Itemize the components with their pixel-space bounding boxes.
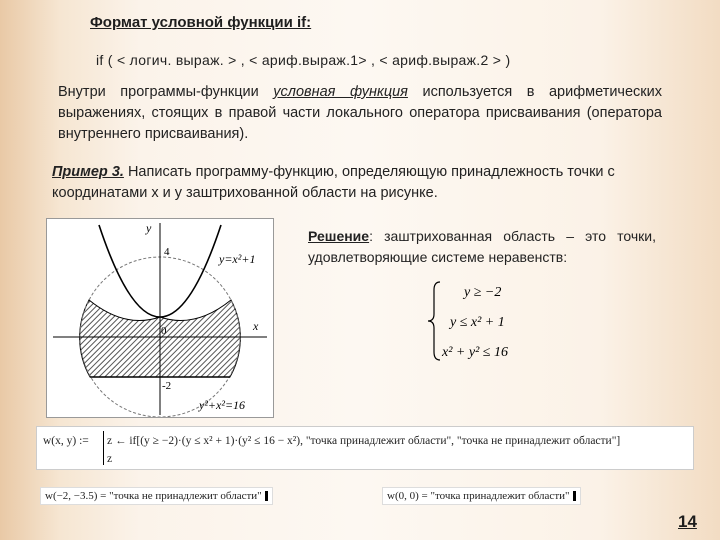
- paragraph-underlined-term: условная функция: [273, 84, 408, 100]
- result-1-marker: [265, 491, 268, 501]
- inequality-system: [426, 278, 546, 364]
- function-definition: w(x, y) :=: [43, 435, 89, 447]
- program-bar: [103, 431, 104, 465]
- program-return-line: z: [107, 453, 113, 465]
- tick-0: 0: [161, 325, 167, 337]
- x-axis-label: x: [253, 319, 259, 333]
- example-label: Пример 3.: [52, 164, 124, 180]
- circle-label: y²+x²=16: [199, 398, 246, 412]
- tick-minus-2: -2: [162, 380, 172, 392]
- paragraph-text: Внутри программы-функции: [58, 84, 274, 100]
- inequality-3: x² + y² ≤ 16: [442, 345, 508, 360]
- region-plot: [47, 219, 273, 417]
- result-2-marker: [573, 491, 576, 501]
- system-brace: [428, 282, 440, 360]
- description-paragraph: [58, 82, 662, 145]
- result-1-text: w(−2, −3.5) = "точка не принадлежит области": [45, 490, 262, 502]
- inequality-1: y ≥ −2: [464, 285, 502, 300]
- program-assignment-line: z ← if[(y ≥ −2)·(y ≤ x² + 1)·(y² ≤ 16 − x²), "точка принадлежит области", "точка не принадлежит области"]: [107, 435, 621, 447]
- slide-title: Формат условной функции if:: [90, 14, 312, 31]
- parabola-label: y=x²+1: [219, 252, 256, 266]
- solution-paragraph: [308, 226, 656, 268]
- region-figure: [46, 218, 274, 418]
- solution-heading: Решение: [308, 228, 370, 244]
- if-format-line: if ( < логич. выраж. > , < ариф.выраж.1> , < ариф.выраж.2 > ): [96, 52, 511, 68]
- example-text: Написать программу-функцию, определяющую принадлежность точки с координатами x и y заштрихованной области на рисунке.: [52, 164, 615, 201]
- example-paragraph: [52, 162, 664, 204]
- solution-text: : заштрихованная область – это точки, удовлетворяющие системе неравенств:: [308, 228, 656, 265]
- result-1: [40, 487, 273, 505]
- inequality-2: y ≤ x² + 1: [450, 315, 505, 330]
- result-2: [382, 487, 581, 505]
- page-number: 14: [678, 512, 697, 531]
- paragraph-text-rest: используется в арифметических выражениях, стоящих в правой части локального оператора присваивания (оператора внутреннего присваивания).: [58, 84, 662, 142]
- result-2-text: w(0, 0) = "точка принадлежит области": [387, 490, 570, 502]
- tick-4: 4: [164, 246, 170, 258]
- mathcad-program-block: [36, 426, 694, 470]
- system-svg: [426, 278, 546, 364]
- y-axis-label: y: [146, 221, 152, 235]
